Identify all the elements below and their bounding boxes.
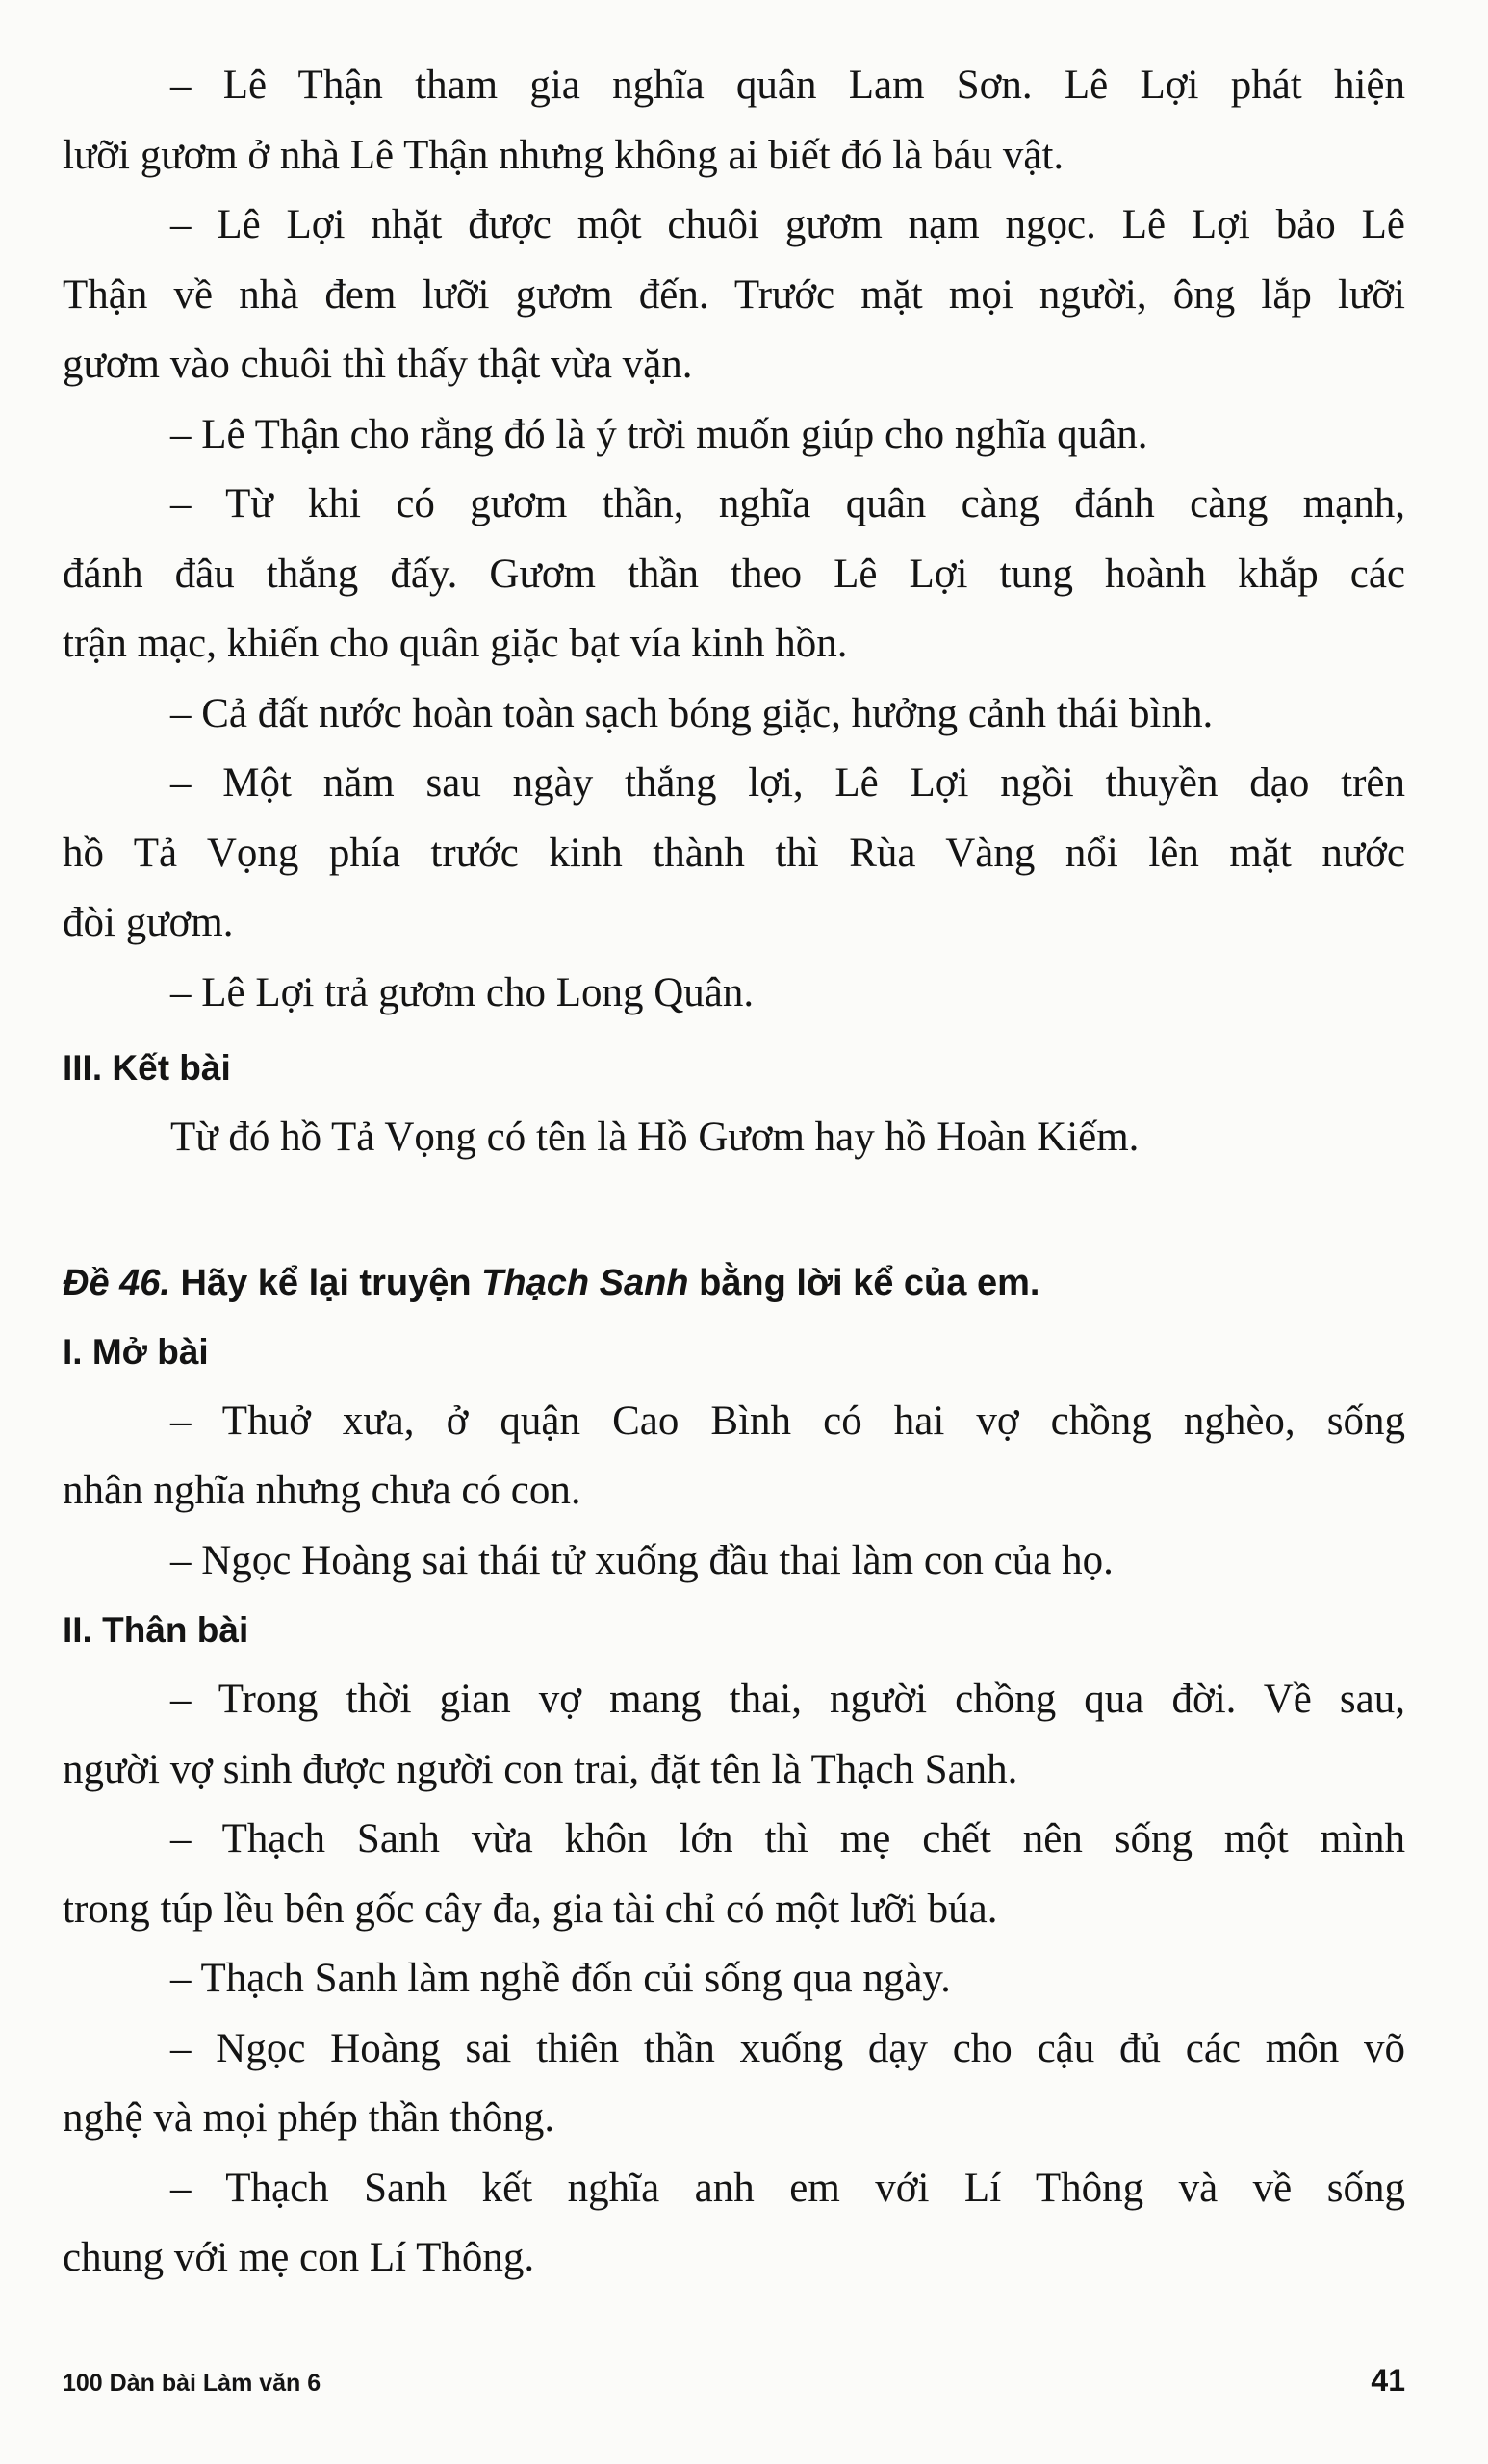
text-line: – Thạch Sanh kết nghĩa anh em với Lí Thông và về sống	[170, 2165, 1405, 2211]
text-line: – Cả đất nước hoàn toàn sạch bóng giặc, hưởng cảnh thái bình.	[170, 690, 1214, 736]
page-footer	[63, 2363, 1405, 2399]
text-line: – Thạch Sanh vừa khôn lớn thì mẹ chết nên sống một mình	[170, 1816, 1405, 1861]
than-bai-content	[63, 1665, 1405, 2294]
paragraph	[63, 749, 1405, 959]
paragraph	[63, 1805, 1405, 1944]
text-line: – Lê Thận tham gia nghĩa quân Lam Sơn. Lê Lợi phát hiện	[170, 63, 1405, 108]
text-line: đòi gươm.	[63, 900, 234, 945]
paragraph	[63, 51, 1405, 191]
text-line: hồ Tả Vọng phía trước kinh thành thì Rùa Vàng nổi lên mặt nước	[63, 830, 1405, 876]
story-title: Thạch Sanh	[481, 1262, 689, 1303]
paragraph	[63, 1527, 1405, 1597]
exercise-prompt-prefix: Hãy kể lại truyện	[180, 1262, 472, 1303]
text-line: – Một năm sau ngày thắng lợi, Lê Lợi ngồi thuyền dạo trên	[170, 760, 1405, 806]
than-bai-continuation	[63, 51, 1405, 1028]
text-line: – Thạch Sanh làm nghề đốn củi sống qua ngày.	[170, 1956, 951, 2001]
paragraph	[63, 191, 1405, 400]
paragraph	[63, 959, 1405, 1029]
paragraph	[63, 1944, 1405, 2015]
book-page	[63, 51, 1405, 2294]
text-line: Thận về nhà đem lưỡi gươm đến. Trước mặt mọi người, ông lắp lưỡi	[63, 271, 1405, 318]
section-heading-ket-bai: III. Kết bài	[63, 1048, 231, 1088]
exercise-number: Đề 46.	[63, 1262, 170, 1303]
paragraph	[63, 1387, 1405, 1527]
paragraph	[63, 470, 1405, 680]
text-line: nhân nghĩa nhưng chưa có con.	[63, 1468, 581, 1513]
text-line: – Trong thời gian vợ mang thai, người chồng qua đời. Về sau,	[170, 1677, 1405, 1722]
text-line: – Thuở xưa, ở quận Cao Bình có hai vợ chồng nghèo, sống	[170, 1398, 1405, 1444]
text-line: – Lê Lợi nhặt được một chuôi gươm nạm ngọc. Lê Lợi bảo Lê	[170, 202, 1405, 247]
section-heading-than-bai: II. Thân bài	[63, 1610, 249, 1650]
text-line: trận mạc, khiến cho quân giặc bạt vía kinh hồn.	[63, 621, 848, 666]
text-line: – Lê Lợi trả gươm cho Long Quân.	[170, 969, 755, 1015]
text-line: người vợ sinh được người con trai, đặt tên là Thạch Sanh.	[63, 1746, 1018, 1792]
paragraph	[63, 2154, 1405, 2294]
text-line: gươm vào chuôi thì thấy thật vừa vặn.	[63, 342, 693, 387]
mo-bai-content	[63, 1387, 1405, 1597]
text-line: trong túp lều bên gốc cây đa, gia tài chỉ có một lưỡi búa.	[63, 1886, 998, 1932]
text-line: – Ngọc Hoàng sai thái tử xuống đầu thai làm con của họ.	[170, 1537, 1114, 1583]
exercise-prompt-suffix: bằng lời kể của em.	[699, 1262, 1040, 1303]
text-line: đánh đâu thắng đấy. Gươm thần theo Lê Lợi tung hoành khắp các	[63, 551, 1405, 597]
text-line: – Lê Thận cho rằng đó là ý trời muốn giúp cho nghĩa quân.	[170, 411, 1148, 457]
text-line: nghệ và mọi phép thần thông.	[63, 2095, 555, 2141]
text-line: – Từ khi có gươm thần, nghĩa quân càng đánh càng mạnh,	[170, 481, 1405, 526]
text-line: lưỡi gươm ở nhà Lê Thận nhưng không ai biết đó là báu vật.	[63, 132, 1065, 178]
text-line: – Ngọc Hoàng sai thiên thần xuống dạy cho cậu đủ các môn võ	[170, 2025, 1405, 2071]
page-number: 41	[1371, 2363, 1405, 2398]
text-line: chung với mẹ con Lí Thông.	[63, 2235, 535, 2280]
paragraph	[63, 2015, 1405, 2154]
paragraph	[63, 1665, 1405, 1805]
book-title: 100 Dàn bài Làm văn 6	[63, 2370, 321, 2397]
section-heading-mo-bai: I. Mở bài	[63, 1331, 209, 1372]
paragraph	[63, 400, 1405, 471]
paragraph	[63, 680, 1405, 750]
exercise-heading	[63, 1248, 1405, 1318]
ket-bai-paragraph: Từ đó hồ Tả Vọng có tên là Hồ Gươm hay hồ Hoàn Kiếm.	[170, 1115, 1140, 1160]
